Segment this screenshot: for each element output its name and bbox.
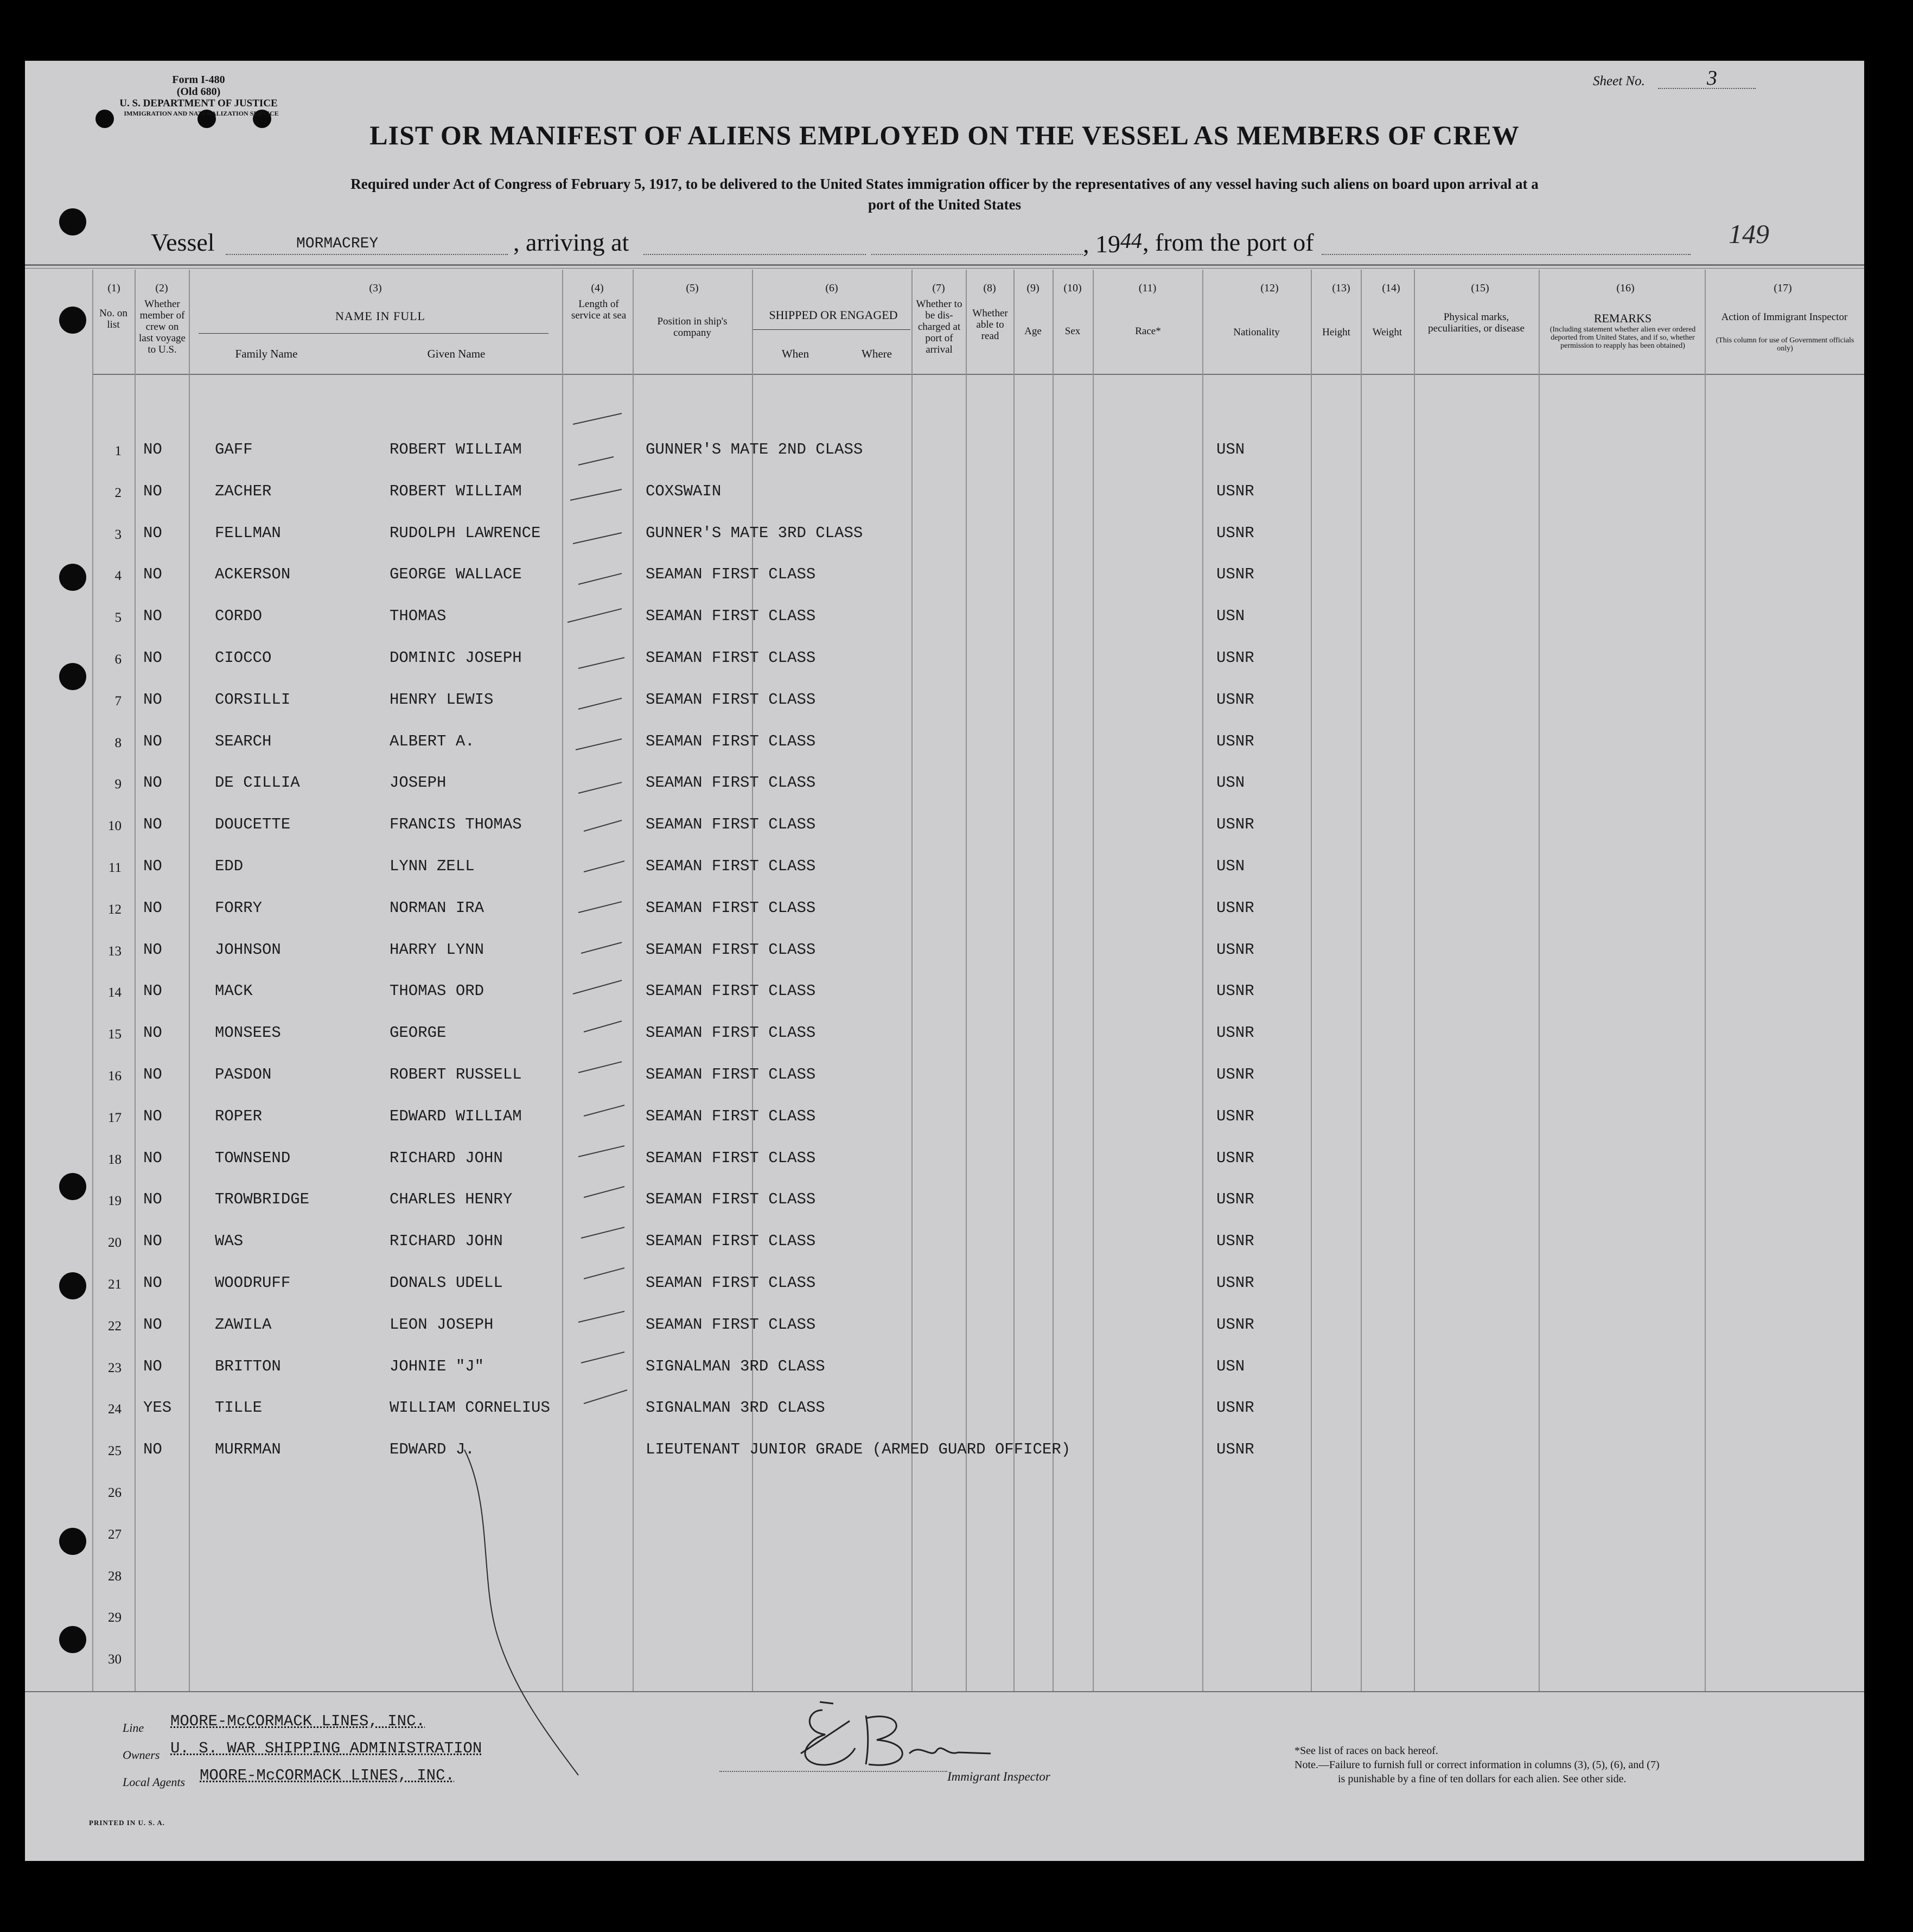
row-position: SEAMAN FIRST CLASS <box>646 1274 816 1292</box>
col-head-discharged: Whether to be dis-charged at port of arrival <box>916 298 962 355</box>
row-previous-voyage: NO <box>143 857 162 875</box>
row-number: 29 <box>108 1610 122 1625</box>
row-given-name: FRANCIS THOMAS <box>390 815 522 833</box>
row-given-name: NORMAN IRA <box>390 899 484 917</box>
col-rule <box>752 270 753 1691</box>
row-previous-voyage: NO <box>143 1024 162 1042</box>
col-head-physical: Physical marks, peculiarities, or disease <box>1428 311 1525 334</box>
table-top-rule-2 <box>25 268 1864 269</box>
row-previous-voyage: NO <box>143 1149 162 1167</box>
col-head-remarks-note: (Including statement whether alien ever ordered deported from United States, and if so, whether permission to reapply has been obtained) <box>1549 326 1696 350</box>
row-position: GUNNER'S MATE 3RD CLASS <box>646 524 863 542</box>
note-fine-1: Note.—Failure to furnish full or correct information in columns (3), (5), (6), and (7) <box>1295 1759 1660 1771</box>
row-nationality: USNR <box>1216 482 1254 500</box>
row-given-name: GEORGE WALLACE <box>390 565 522 583</box>
row-number: 19 <box>108 1194 122 1208</box>
row-number: 23 <box>108 1361 122 1375</box>
row-position: SIGNALMAN 3RD CLASS <box>646 1357 825 1375</box>
row-given-name: WILLIAM CORNELIUS <box>390 1399 550 1417</box>
row-position: COXSWAIN <box>646 482 722 500</box>
col-rule <box>92 270 93 1691</box>
row-family-name: CIOCCO <box>215 649 272 667</box>
row-family-name: SEARCH <box>215 732 272 750</box>
row-family-name: WOODRUFF <box>215 1274 291 1292</box>
punch-hole <box>59 1528 86 1555</box>
row-given-name: DONALS UDELL <box>390 1274 503 1292</box>
row-previous-voyage: NO <box>143 982 162 1000</box>
department: U. S. DEPARTMENT OF JUSTICE <box>119 98 278 109</box>
row-position: SEAMAN FIRST CLASS <box>646 1316 816 1334</box>
col-head-age: Age <box>1024 326 1042 337</box>
row-nationality: USNR <box>1216 1274 1254 1292</box>
col-num-9: (9) <box>1026 282 1040 294</box>
row-number: 7 <box>114 694 122 709</box>
row-position: SEAMAN FIRST CLASS <box>646 1107 816 1125</box>
row-given-name: DOMINIC JOSEPH <box>390 649 522 667</box>
row-family-name: TOWNSEND <box>215 1149 291 1167</box>
row-previous-voyage: NO <box>143 774 162 792</box>
row-number: 21 <box>108 1277 122 1292</box>
row-previous-voyage: NO <box>143 607 162 625</box>
col-num-3: (3) <box>369 282 382 294</box>
row-number: 14 <box>108 985 122 1000</box>
line-value: MOORE-McCORMACK LINES, INC. <box>170 1712 425 1730</box>
col-head-action-note: (This column for use of Government officials only) <box>1716 336 1854 353</box>
pen-stroke <box>448 1439 589 1786</box>
row-nationality: USNR <box>1216 1024 1254 1042</box>
page-title: LIST OR MANIFEST OF ALIENS EMPLOYED ON THE VESSEL AS MEMBERS OF CREW <box>369 120 1520 150</box>
row-previous-voyage: NO <box>143 732 162 750</box>
col-num-17: (17) <box>1774 282 1792 294</box>
row-family-name: TROWBRIDGE <box>215 1190 310 1208</box>
vessel-line <box>226 254 508 255</box>
row-position: SEAMAN FIRST CLASS <box>646 1190 816 1208</box>
col-head-prev-voyage: Whether member of crew on last voyage to U.S. <box>138 298 186 355</box>
col-head-read: Whether able to read <box>972 308 1008 342</box>
row-nationality: USNR <box>1216 1232 1254 1250</box>
printed-label: PRINTED IN U. S. A. <box>89 1819 165 1827</box>
col-rule <box>966 270 967 1691</box>
col-head-given-name: Given Name <box>427 347 486 360</box>
col-num-5: (5) <box>686 282 699 294</box>
row-family-name: MONSEES <box>215 1024 281 1042</box>
row-number: 16 <box>108 1069 122 1083</box>
col-rule <box>1705 270 1706 1691</box>
row-position: LIEUTENANT JUNIOR GRADE (ARMED GUARD OFFICER) <box>646 1440 1071 1458</box>
row-family-name: BRITTON <box>215 1357 281 1375</box>
row-previous-voyage: YES <box>143 1399 172 1417</box>
row-previous-voyage: NO <box>143 482 162 500</box>
row-previous-voyage: NO <box>143 1357 162 1375</box>
year-prefix: , 19 <box>1083 230 1120 258</box>
vessel-value: MORMACREY <box>296 235 379 252</box>
row-nationality: USNR <box>1216 899 1254 917</box>
col-rule <box>1202 270 1203 1691</box>
note-fine-2: is punishable by a fine of ten dollars for each alien. See other side. <box>1338 1773 1627 1785</box>
row-position: SEAMAN FIRST CLASS <box>646 941 816 959</box>
form-old-number: (Old 680) <box>176 86 221 98</box>
row-position: SEAMAN FIRST CLASS <box>646 1232 816 1250</box>
row-family-name: DOUCETTE <box>215 815 291 833</box>
row-number: 15 <box>108 1027 122 1042</box>
note-races: *See list of races on back hereof. <box>1295 1745 1438 1757</box>
row-position: SEAMAN FIRST CLASS <box>646 899 816 917</box>
row-previous-voyage: NO <box>143 1107 162 1125</box>
row-nationality: USNR <box>1216 1399 1254 1417</box>
row-nationality: USN <box>1216 1357 1245 1375</box>
col-num-15: (15) <box>1471 282 1489 294</box>
row-family-name: MURRMAN <box>215 1440 281 1458</box>
form-number: Form I-480 <box>172 74 225 86</box>
col-rule <box>135 270 136 1691</box>
shipped-subrule <box>753 329 910 330</box>
row-family-name: TILLE <box>215 1399 263 1417</box>
row-given-name: ROBERT WILLIAM <box>390 482 522 500</box>
row-number: 3 <box>114 527 122 542</box>
row-nationality: USNR <box>1216 1066 1254 1083</box>
punch-hole <box>59 307 86 334</box>
row-number: 17 <box>108 1111 122 1125</box>
year-label <box>1083 228 1142 258</box>
inspector-label: Immigrant Inspector <box>947 1770 1050 1783</box>
row-previous-voyage: NO <box>143 1440 162 1458</box>
row-previous-voyage: NO <box>143 1190 162 1208</box>
row-position: SEAMAN FIRST CLASS <box>646 607 816 625</box>
row-given-name: RICHARD JOHN <box>390 1232 503 1250</box>
row-nationality: USNR <box>1216 1316 1254 1334</box>
row-family-name: FELLMAN <box>215 524 281 542</box>
service-tick-marks <box>562 408 649 1580</box>
col-num-7: (7) <box>932 282 945 294</box>
row-given-name: RICHARD JOHN <box>390 1149 503 1167</box>
row-previous-voyage: NO <box>143 565 162 583</box>
row-previous-voyage: NO <box>143 649 162 667</box>
row-nationality: USNR <box>1216 732 1254 750</box>
col-rule <box>911 270 913 1691</box>
col-num-16: (16) <box>1616 282 1635 294</box>
row-family-name: EDD <box>215 857 244 875</box>
row-previous-voyage: NO <box>143 941 162 959</box>
col-num-10: (10) <box>1063 282 1082 294</box>
owners-label: Owners <box>123 1748 160 1762</box>
punch-hole <box>59 1272 86 1299</box>
row-given-name: HENRY LEWIS <box>390 691 494 709</box>
row-number: 25 <box>108 1444 122 1458</box>
row-family-name: DE CILLIA <box>215 774 300 792</box>
row-family-name: ZAWILA <box>215 1316 272 1334</box>
row-given-name: GEORGE <box>390 1024 447 1042</box>
row-previous-voyage: NO <box>143 815 162 833</box>
row-family-name: PASDON <box>215 1066 272 1083</box>
row-nationality: USNR <box>1216 1190 1254 1208</box>
col-head-race: Race* <box>1135 326 1161 337</box>
sheet-label: Sheet No. <box>1593 74 1645 88</box>
row-given-name: RUDOLPH LAWRENCE <box>390 524 541 542</box>
row-nationality: USNR <box>1216 815 1254 833</box>
year-value: 44 <box>1120 228 1142 253</box>
row-previous-voyage: NO <box>143 691 162 709</box>
col-head-action: Action of Immigrant Inspector <box>1721 311 1848 323</box>
row-previous-voyage: NO <box>143 1066 162 1083</box>
row-nationality: USNR <box>1216 691 1254 709</box>
row-previous-voyage: NO <box>143 899 162 917</box>
col-head-weight: Weight <box>1372 327 1402 338</box>
header-bottom-rule <box>92 374 1864 375</box>
subtitle: Required under Act of Congress of February 5, 1917, to be delivered to the United States immigration officer by the representatives of any vessel having such aliens on board upon arrival at a <box>350 176 1539 192</box>
from-port-label: , from the port of <box>1143 228 1314 256</box>
row-given-name: JOSEPH <box>390 774 447 792</box>
col-rule <box>1539 270 1540 1691</box>
col-rule <box>1361 270 1362 1691</box>
row-position: SEAMAN FIRST CLASS <box>646 857 816 875</box>
row-position: SEAMAN FIRST CLASS <box>646 1066 816 1083</box>
row-position: SEAMAN FIRST CLASS <box>646 982 816 1000</box>
col-head-sex: Sex <box>1064 326 1081 337</box>
row-nationality: USN <box>1216 607 1245 625</box>
arriving-line <box>643 254 866 255</box>
sheet-value: 3 <box>1707 67 1717 90</box>
row-given-name: JOHNIE "J" <box>390 1357 484 1375</box>
date-line <box>871 254 1083 255</box>
table-top-rule <box>25 264 1864 266</box>
row-family-name: ZACHER <box>215 482 272 500</box>
row-nationality: USNR <box>1216 1440 1254 1458</box>
row-number: 28 <box>108 1569 122 1584</box>
col-head-when: When <box>781 347 809 360</box>
row-nationality: USNR <box>1216 1107 1254 1125</box>
row-number: 2 <box>114 486 122 500</box>
col-head-height: Height <box>1322 327 1350 338</box>
col-rule <box>189 270 190 1691</box>
row-number: 1 <box>114 444 122 458</box>
row-nationality: USN <box>1216 857 1245 875</box>
col-num-11: (11) <box>1138 282 1157 294</box>
row-previous-voyage: NO <box>143 1274 162 1292</box>
row-position: SEAMAN FIRST CLASS <box>646 691 816 709</box>
col-rule <box>1053 270 1054 1691</box>
row-number: 10 <box>108 819 122 833</box>
col-head-nationality: Nationality <box>1233 327 1280 338</box>
col-num-14: (14) <box>1382 282 1400 294</box>
col-rule <box>1093 270 1094 1691</box>
row-position: SEAMAN FIRST CLASS <box>646 1149 816 1167</box>
col-head-remarks: REMARKS <box>1593 311 1652 325</box>
row-given-name: ROBERT RUSSELL <box>390 1066 522 1083</box>
col-head-position: Position in ship's company <box>657 316 728 339</box>
col-head-family-name: Family Name <box>235 347 298 360</box>
row-number: 18 <box>108 1152 122 1167</box>
col-num-6: (6) <box>825 282 838 294</box>
row-number: 26 <box>108 1485 122 1500</box>
row-family-name: JOHNSON <box>215 941 281 959</box>
row-number: 22 <box>108 1319 122 1334</box>
agents-value: MOORE-McCORMACK LINES, INC. <box>200 1767 455 1784</box>
manifest-sheet <box>25 61 1864 1861</box>
row-family-name: MACK <box>215 982 253 1000</box>
owners-value: U. S. WAR SHIPPING ADMINISTRATION <box>170 1739 482 1757</box>
row-nationality: USNR <box>1216 982 1254 1000</box>
arriving-label: , arriving at <box>513 228 629 256</box>
row-given-name: LEON JOSEPH <box>390 1316 494 1334</box>
row-nationality: USN <box>1216 774 1245 792</box>
row-nationality: USN <box>1216 441 1245 458</box>
col-rule <box>1414 270 1415 1691</box>
col-rule <box>1013 270 1015 1691</box>
row-given-name: EDWARD J. <box>390 1440 475 1458</box>
row-previous-voyage: NO <box>143 1316 162 1334</box>
row-family-name: ACKERSON <box>215 565 291 583</box>
row-number: 6 <box>114 652 122 667</box>
row-position: SEAMAN FIRST CLASS <box>646 565 816 583</box>
service-name: IMMIGRATION AND NATURALIZATION SERVICE <box>124 110 279 117</box>
col-head-where: Where <box>862 347 892 360</box>
row-number: 5 <box>114 610 122 625</box>
row-number: 12 <box>108 902 122 917</box>
row-number: 8 <box>114 736 122 750</box>
col-num-13: (13) <box>1332 282 1350 294</box>
row-nationality: USNR <box>1216 524 1254 542</box>
stamp-number: 149 <box>1729 219 1769 249</box>
row-position: GUNNER'S MATE 2ND CLASS <box>646 441 863 458</box>
punch-hole <box>59 564 86 591</box>
row-previous-voyage: NO <box>143 1232 162 1250</box>
col-head-name: NAME IN FULL <box>335 309 425 323</box>
col-rule <box>1311 270 1312 1691</box>
col-num-2: (2) <box>155 282 168 294</box>
row-given-name: ALBERT A. <box>390 732 475 750</box>
row-family-name: ROPER <box>215 1107 263 1125</box>
row-number: 27 <box>108 1527 122 1542</box>
row-given-name: LYNN ZELL <box>390 857 475 875</box>
col-head-shipped: SHIPPED OR ENGAGED <box>769 308 898 322</box>
row-position: SEAMAN FIRST CLASS <box>646 649 816 667</box>
col-num-12: (12) <box>1260 282 1279 294</box>
row-given-name: ROBERT WILLIAM <box>390 441 522 458</box>
row-nationality: USNR <box>1216 1149 1254 1167</box>
row-nationality: USNR <box>1216 565 1254 583</box>
inspector-line <box>719 1771 947 1772</box>
row-position: SIGNALMAN 3RD CLASS <box>646 1399 825 1417</box>
row-position: SEAMAN FIRST CLASS <box>646 774 816 792</box>
row-number: 30 <box>108 1652 122 1667</box>
agents-label: Local Agents <box>123 1775 186 1789</box>
row-family-name: WAS <box>215 1232 244 1250</box>
subtitle-2: port of the United States <box>868 196 1021 213</box>
line-label: Line <box>123 1721 144 1735</box>
row-given-name: THOMAS ORD <box>390 982 484 1000</box>
row-given-name: THOMAS <box>390 607 447 625</box>
col-head-length-service: Length of service at sea <box>571 298 627 321</box>
row-number: 20 <box>108 1235 122 1250</box>
col-head-no: No. on list <box>99 308 127 330</box>
row-nationality: USNR <box>1216 649 1254 667</box>
row-position: SEAMAN FIRST CLASS <box>646 732 816 750</box>
row-family-name: GAFF <box>215 441 253 458</box>
row-family-name: CORSILLI <box>215 691 291 709</box>
row-number: 11 <box>108 860 122 875</box>
name-subrule <box>199 333 549 334</box>
row-position: SEAMAN FIRST CLASS <box>646 1024 816 1042</box>
row-position: SEAMAN FIRST CLASS <box>646 815 816 833</box>
row-given-name: HARRY LYNN <box>390 941 484 959</box>
row-nationality: USNR <box>1216 941 1254 959</box>
row-family-name: FORRY <box>215 899 263 917</box>
inspector-signature <box>774 1688 1012 1781</box>
row-given-name: EDWARD WILLIAM <box>390 1107 522 1125</box>
col-num-8: (8) <box>983 282 996 294</box>
row-number: 13 <box>108 944 122 959</box>
port-line <box>1322 254 1691 255</box>
row-previous-voyage: NO <box>143 524 162 542</box>
punch-hole <box>59 1626 86 1653</box>
row-number: 24 <box>108 1402 122 1417</box>
col-num-4: (4) <box>591 282 604 294</box>
row-previous-voyage: NO <box>143 441 162 458</box>
vessel-label: Vessel <box>151 228 215 256</box>
row-family-name: CORDO <box>215 607 263 625</box>
col-num-1: (1) <box>107 282 120 294</box>
row-given-name: CHARLES HENRY <box>390 1190 513 1208</box>
punch-hole <box>59 1173 86 1200</box>
punch-hole <box>59 663 86 690</box>
row-number: 4 <box>114 569 122 583</box>
row-number: 9 <box>114 777 122 792</box>
